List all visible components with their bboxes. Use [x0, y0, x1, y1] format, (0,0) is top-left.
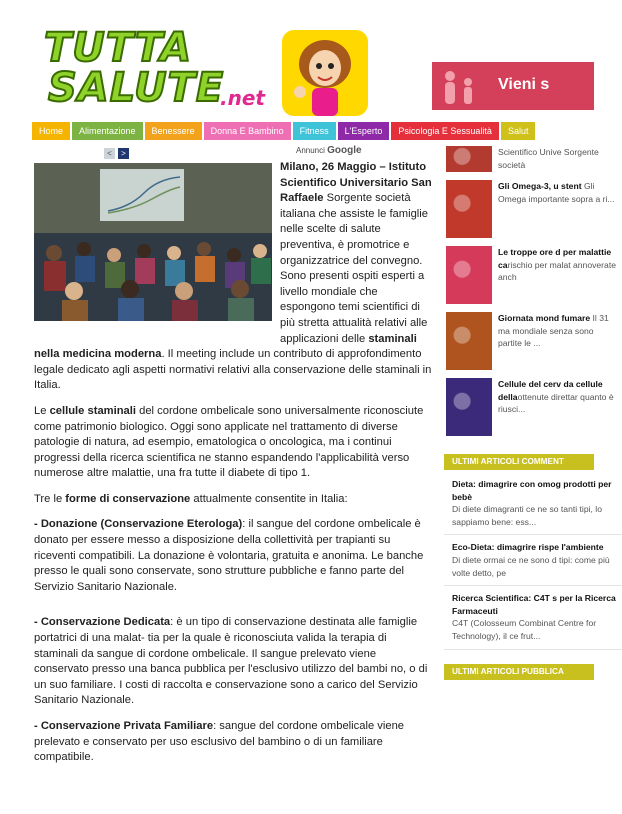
mascot-image [282, 30, 368, 116]
logo-suffix: .net [220, 86, 265, 110]
logo-text-line2: SALUTE [48, 65, 225, 111]
nav-item[interactable]: Fitness [293, 122, 336, 140]
article-intro-text-end: . Il meeting include un contributo di approfondimento legale dedicato agli aspetti normativi relativi alla conservazione delle staminali in Italia. [34, 348, 432, 392]
latest-published-header: ULTIMI ARTICOLI PUBBLICA [444, 664, 594, 680]
nav-item[interactable]: Salut [501, 122, 536, 140]
article-thumbnail[interactable] [446, 312, 492, 370]
sidebar-article[interactable] [444, 378, 614, 444]
ads-prefix: Annunci [296, 146, 325, 155]
latest-comments-header: ULTIMI ARTICOLI COMMENT [444, 454, 594, 470]
nav-item[interactable]: Donna E Bambino [204, 122, 291, 140]
sidebar [444, 146, 616, 814]
article-thumbnail[interactable] [446, 378, 492, 436]
comment-excerpt: Di diete dimagranti ce ne so tanti tipi, lo sappiamo bene: ess... [452, 504, 602, 527]
sidebar-article-text [498, 180, 618, 205]
section-title: - Conservazione Privata Familiare [34, 720, 214, 732]
sidebar-article-excerpt: Scientifico Unive Sorgente società [498, 147, 599, 170]
comment-title[interactable]: Ricerca Scientifica: C4T s per la Ricerca Farmaceuti [452, 593, 616, 616]
comment-item[interactable] [444, 478, 622, 535]
sidebar-article-excerpt: rischio per malat annoverate anch [498, 259, 616, 283]
sidebar-article-text [498, 312, 618, 350]
highlight: forme di conservazione [65, 492, 191, 505]
article-intro-highlight: staminali nella medicina moderna [34, 332, 417, 361]
sidebar-article-title[interactable]: Le troppe ore d per malattie ca [498, 247, 612, 270]
sidebar-article-text [498, 146, 618, 171]
gallery-prev-button[interactable]: < [104, 148, 115, 159]
sidebar-article-excerpt: Il 31 ma mondiale senza sono partite le ... [498, 313, 609, 349]
sidebar-article-text [498, 378, 618, 416]
text: : il sangue del cordone ombelicale è donato per essere messo a disposizione della collettività per trapianti su riceventi compatibili. La donazione è volontaria, gratuita e anonima. Le banche presso le quali sono conservate, sono strutture pubbliche e fanno parte del Servizio Sanitario Nazionale. [34, 518, 424, 593]
comment-item[interactable] [444, 541, 622, 586]
text: : è un tipo di conservazione destinata alle famiglie portatrici di una malat- tia per la quale è riconosciuta valida la terapia di staminali da sangue di cordone ombelicale. Il sangue prelevato viene conservato presso una banca pubblica per l'esclusivo utilizzo del bambi no, o di un suo familiare. I costi di raccolta e conservazione sono a carico del Servizio Sanitario Nazionale. [34, 616, 428, 707]
google-brand: Google [327, 145, 362, 156]
article-intro-location: Milano, 26 Maggio – Istituto Scientifico Universitario San Raffaele [280, 161, 432, 205]
article-thumbnail[interactable] [446, 146, 492, 172]
main-nav [32, 122, 537, 140]
article-paragraph [34, 404, 432, 482]
text: Tre le [34, 492, 66, 505]
text: attualmente consentite in Italia: [190, 492, 348, 505]
ad-text: Vieni s [498, 76, 550, 93]
nav-item[interactable]: Benessere [145, 122, 202, 140]
article-intro-text: Sorgente società italiana che assiste le famiglie nelle scelte di salute preventiva, è promotrice e organizzatrice del convegno. Sono presenti ospiti esperti a livello mondiale che espongono temi scientifici di più stretta attualità relativi alle applicazioni delle [280, 192, 428, 345]
article-paragraph-privata [34, 719, 432, 766]
sidebar-article[interactable] [444, 312, 609, 378]
article-thumbnail[interactable] [446, 246, 492, 304]
comment-title[interactable]: Dieta: dimagrire con omog prodotti per bebè [452, 479, 612, 502]
comment-excerpt: C4T (Colosseum Combinat Centre for Technology), il ce frut... [452, 618, 597, 641]
text: Le [34, 404, 50, 417]
google-ads-label[interactable] [296, 145, 362, 156]
article-thumbnail[interactable] [446, 180, 492, 238]
sidebar-article-excerpt: ottenute direttar quanto è riusci... [498, 391, 614, 415]
sidebar-article-title[interactable]: Giornata mond fumare [498, 313, 591, 323]
nav-item[interactable]: L'Esperto [338, 122, 390, 140]
nav-item[interactable]: Psicologia E Sessualità [391, 122, 499, 140]
family-silhouette-icon [432, 62, 498, 110]
text: del cordone ombelicale sono universalmente riconosciute come patrimonio biologico. Oggi sono applicate nel trattamento di diverse patologie di natura, ad esempio, ematologica o oncologica, ma i continui progressi della ricerca scientifica ne stanno espandendo l'applicabilità verso numerose altre malattie, una fra tutte il diabete di tipo 1. [34, 404, 424, 480]
article-intro [34, 160, 432, 394]
section-title: - Donazione (Conservazione Eterologa) [34, 518, 243, 531]
sidebar-article[interactable] [444, 146, 599, 180]
gallery-next-button[interactable]: > [118, 148, 129, 159]
article-body [34, 160, 432, 776]
highlight: cellule staminali [49, 404, 136, 417]
comment-excerpt: Di diete ormai ce ne sono d tipi: come più volte detto, pe [452, 554, 610, 578]
sidebar-article[interactable] [444, 246, 616, 312]
text: : sangue del cordone ombelicale viene prelevato e conservato per uso esclusivo del bambino o di un familiare compatibile. [34, 720, 405, 764]
article-paragraph-donazione [34, 517, 432, 595]
sidebar-article-excerpt: Gli Omega importante sopra a ri... [498, 181, 615, 204]
sidebar-article-title[interactable]: Cellule del cerv da cellule della [498, 379, 603, 402]
article-paragraph [34, 492, 432, 508]
sidebar-article-title[interactable]: Gli Omega-3, u stent [498, 181, 582, 191]
sidebar-article[interactable] [444, 180, 615, 246]
section-title: - Conservazione Dedicata [34, 616, 171, 629]
logo-text-line1: TUTTA [44, 25, 193, 71]
comment-item[interactable] [444, 592, 622, 649]
comment-title[interactable]: Eco-Dieta: dimagrire rispe l'ambiente [452, 542, 604, 553]
article-paragraph-dedicata [34, 615, 432, 709]
sidebar-article-text [498, 246, 618, 284]
site-logo[interactable] [44, 25, 265, 118]
ad-banner[interactable] [432, 62, 594, 110]
nav-item[interactable]: Alimentazione [72, 122, 143, 140]
nav-item[interactable]: Home [32, 122, 70, 140]
